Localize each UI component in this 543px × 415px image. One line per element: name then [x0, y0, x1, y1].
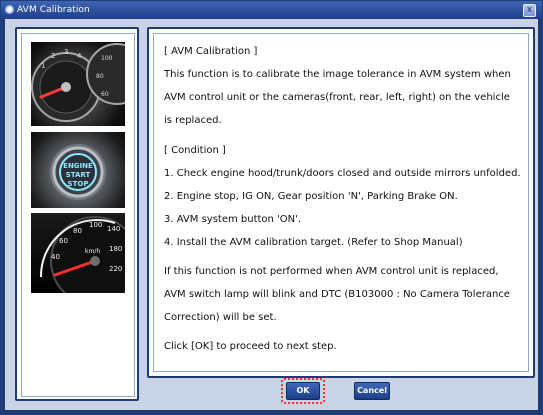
svg-text:80: 80	[96, 73, 104, 80]
svg-text:4: 4	[77, 52, 82, 60]
instruction-line: AVM control unit or the cameras(front, rear, left, right) on the vehicle	[164, 92, 510, 103]
app-icon	[5, 5, 14, 14]
svg-text:100: 100	[89, 221, 103, 229]
dialog-body	[5, 19, 538, 410]
instrument-cluster-tachometer-image	[31, 42, 125, 126]
svg-text:40: 40	[51, 253, 60, 261]
instruction-line: Click [OK] to proceed to next step.	[164, 341, 337, 352]
instruction-line: 4. Install the AVM calibration target. (Refer to Shop Manual)	[164, 237, 463, 248]
svg-text:80: 80	[73, 227, 82, 235]
instructions-frame	[153, 33, 529, 372]
svg-text:60: 60	[101, 91, 109, 98]
instruction-line: AVM switch lamp will blink and DTC (B103000 : No Camera Tolerance	[164, 289, 510, 300]
illustration-panel	[15, 27, 139, 401]
instruction-line: [ Condition ]	[164, 145, 226, 156]
cancel-button[interactable]: Cancel	[354, 382, 390, 400]
svg-text:100: 100	[101, 55, 113, 62]
svg-text:km/h: km/h	[85, 248, 101, 255]
svg-text:220: 220	[109, 265, 123, 273]
svg-text:ENGINE: ENGINE	[63, 162, 93, 170]
svg-text:START: START	[65, 171, 91, 179]
instruction-line: 2. Engine stop, IG ON, Gear position 'N', Parking Brake ON.	[164, 191, 458, 202]
instruction-line: If this function is not performed when AVM control unit is replaced,	[164, 266, 499, 277]
svg-text:3: 3	[64, 48, 69, 56]
svg-text:STOP: STOP	[67, 180, 89, 188]
instruction-line: is replaced.	[164, 115, 222, 126]
svg-text:2: 2	[51, 52, 56, 60]
svg-text:140: 140	[107, 225, 121, 233]
instruction-line: Correction) will be set.	[164, 312, 277, 323]
dialog-buttons	[5, 375, 538, 399]
window-title: AVM Calibration	[17, 5, 90, 15]
svg-text:1: 1	[41, 62, 46, 70]
close-button[interactable]: x	[523, 4, 536, 17]
illustration-frame	[21, 33, 135, 397]
speedometer-image	[31, 213, 125, 293]
titlebar	[1, 1, 542, 19]
start-stop-button-image	[31, 132, 125, 208]
instruction-line: 3. AVM system button 'ON'.	[164, 214, 302, 225]
svg-text:180: 180	[109, 245, 123, 253]
svg-text:60: 60	[59, 237, 68, 245]
instructions-panel	[147, 27, 535, 378]
ok-button[interactable]: OK	[286, 382, 320, 400]
instruction-line: [ AVM Calibration ]	[164, 46, 258, 57]
instruction-line: 1. Check engine hood/trunk/doors closed and outside mirrors unfolded.	[164, 168, 521, 179]
instruction-line: This function is to calibrate the image tolerance in AVM system when	[164, 69, 511, 80]
